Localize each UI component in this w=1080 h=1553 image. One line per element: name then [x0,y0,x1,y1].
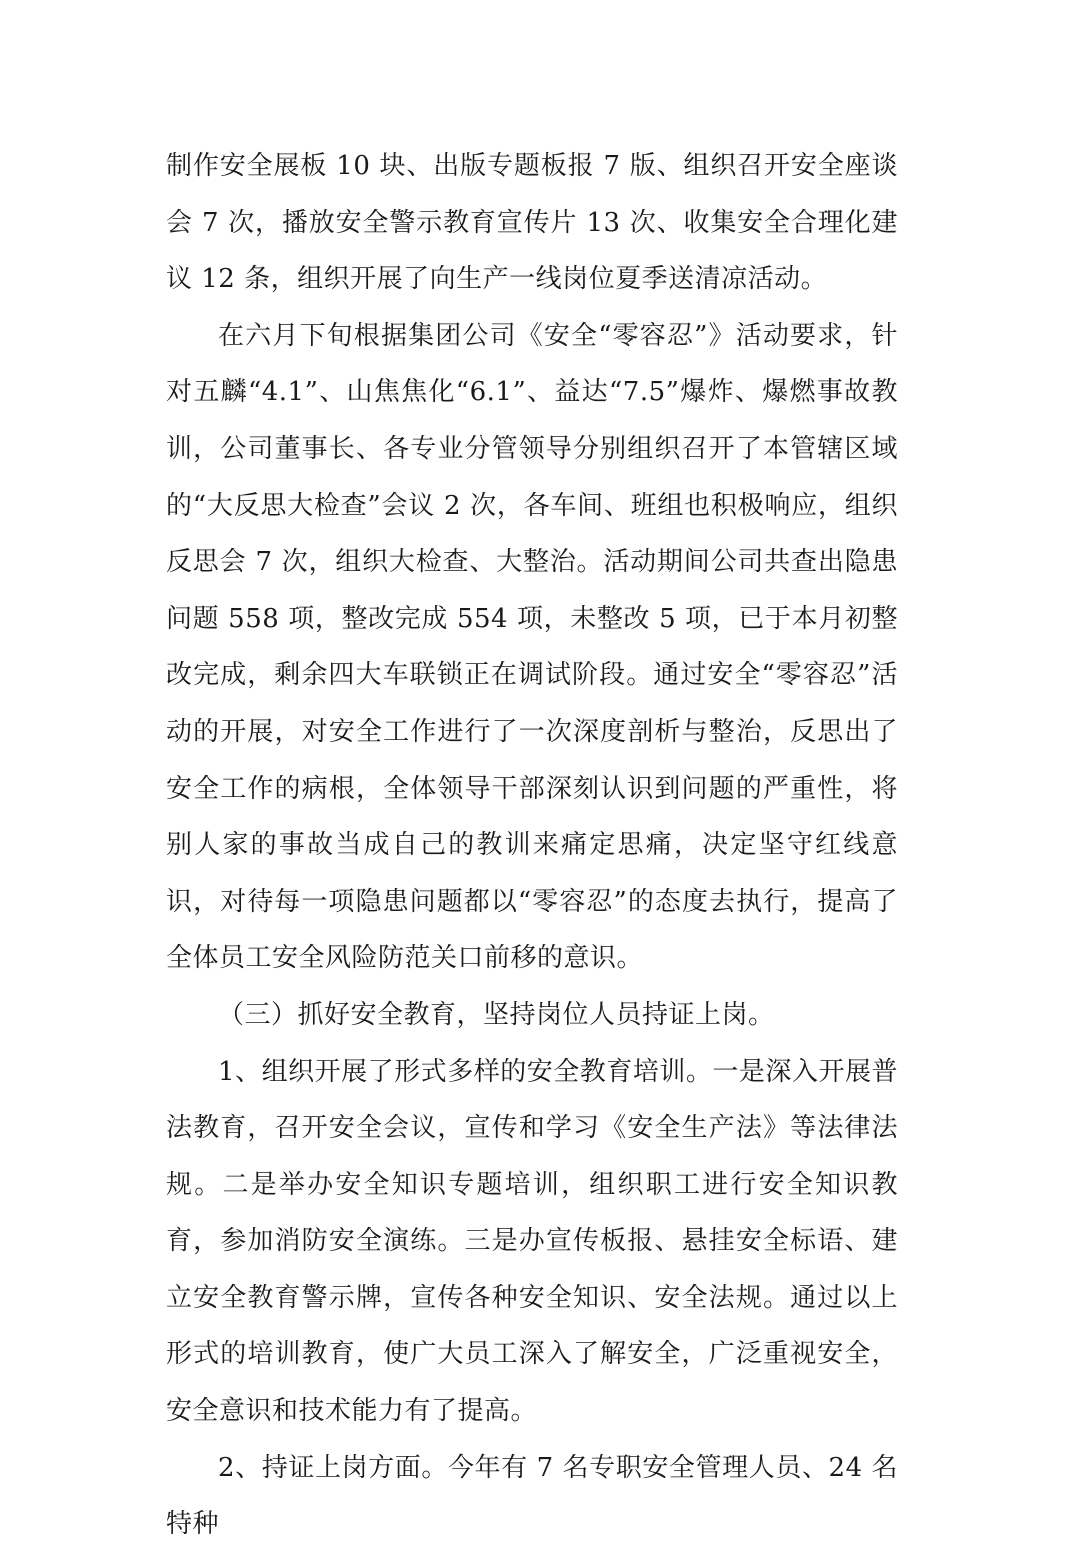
paragraph-training: 1、组织开展了形式多样的安全教育培训。一是深入开展普法教育，召开安全会议，宣传和学习《安全生产法》等法律法规。二是举办安全知识专题培训，组织职工进行安全知识教育，参加消防安全演练。三是办宣传板报、悬挂安全标语、建立安全教育警示牌，宣传各种安全知识、安全法规。通过以上形式的培训教育，使广大员工深入了解安全，广泛重视安全，安全意识和技术能力有了提高。 [166,1056,898,1427]
document-body [166,138,898,1553]
paragraph-certification: 2、持证上岗方面。今年有 7 名专职安全管理人员、24 名特种 [166,1452,898,1540]
paragraph-zero-tolerance-activity: 在六月下旬根据集团公司《安全“零容忍”》活动要求，针对五麟“4.1”、山焦焦化“6.1”、益达“7.5”爆炸、爆燃事故教训，公司董事长、各专业分管领导分别组织召开了本管辖区域的“大反思大检查”会议 2 次，各车间、班组也积极响应，组织反思会 7 次，组织大检查、大整治。活动期间公司共查出隐患问题 558 项，整改完成 554 项，未整改 5 项，已于本月初整改完成，剩余四大车联锁正在调试阶段。通过安全“零容忍”活动的开展，对安全工作进行了一次深度剖析与整治，反思出了安全工作的病根，全体领导干部深刻认识到问题的严重性，将别人家的事故当成自己的教训来痛定思痛，决定坚守红线意识，对待每一项隐患问题都以“零容忍”的态度去执行，提高了全体员工安全风险防范关口前移的意识。 [166,320,898,974]
paragraph-continuation: 制作安全展板 10 块、出版专题板报 7 版、组织召开安全座谈会 7 次，播放安全警示教育宣传片 13 次、收集安全合理化建议 12 条，组织开展了向生产一线岗位夏季送清凉活动。 [166,151,898,295]
section-heading-safety-education: （三）抓好安全教育，坚持岗位人员持证上岗。 [218,999,775,1030]
